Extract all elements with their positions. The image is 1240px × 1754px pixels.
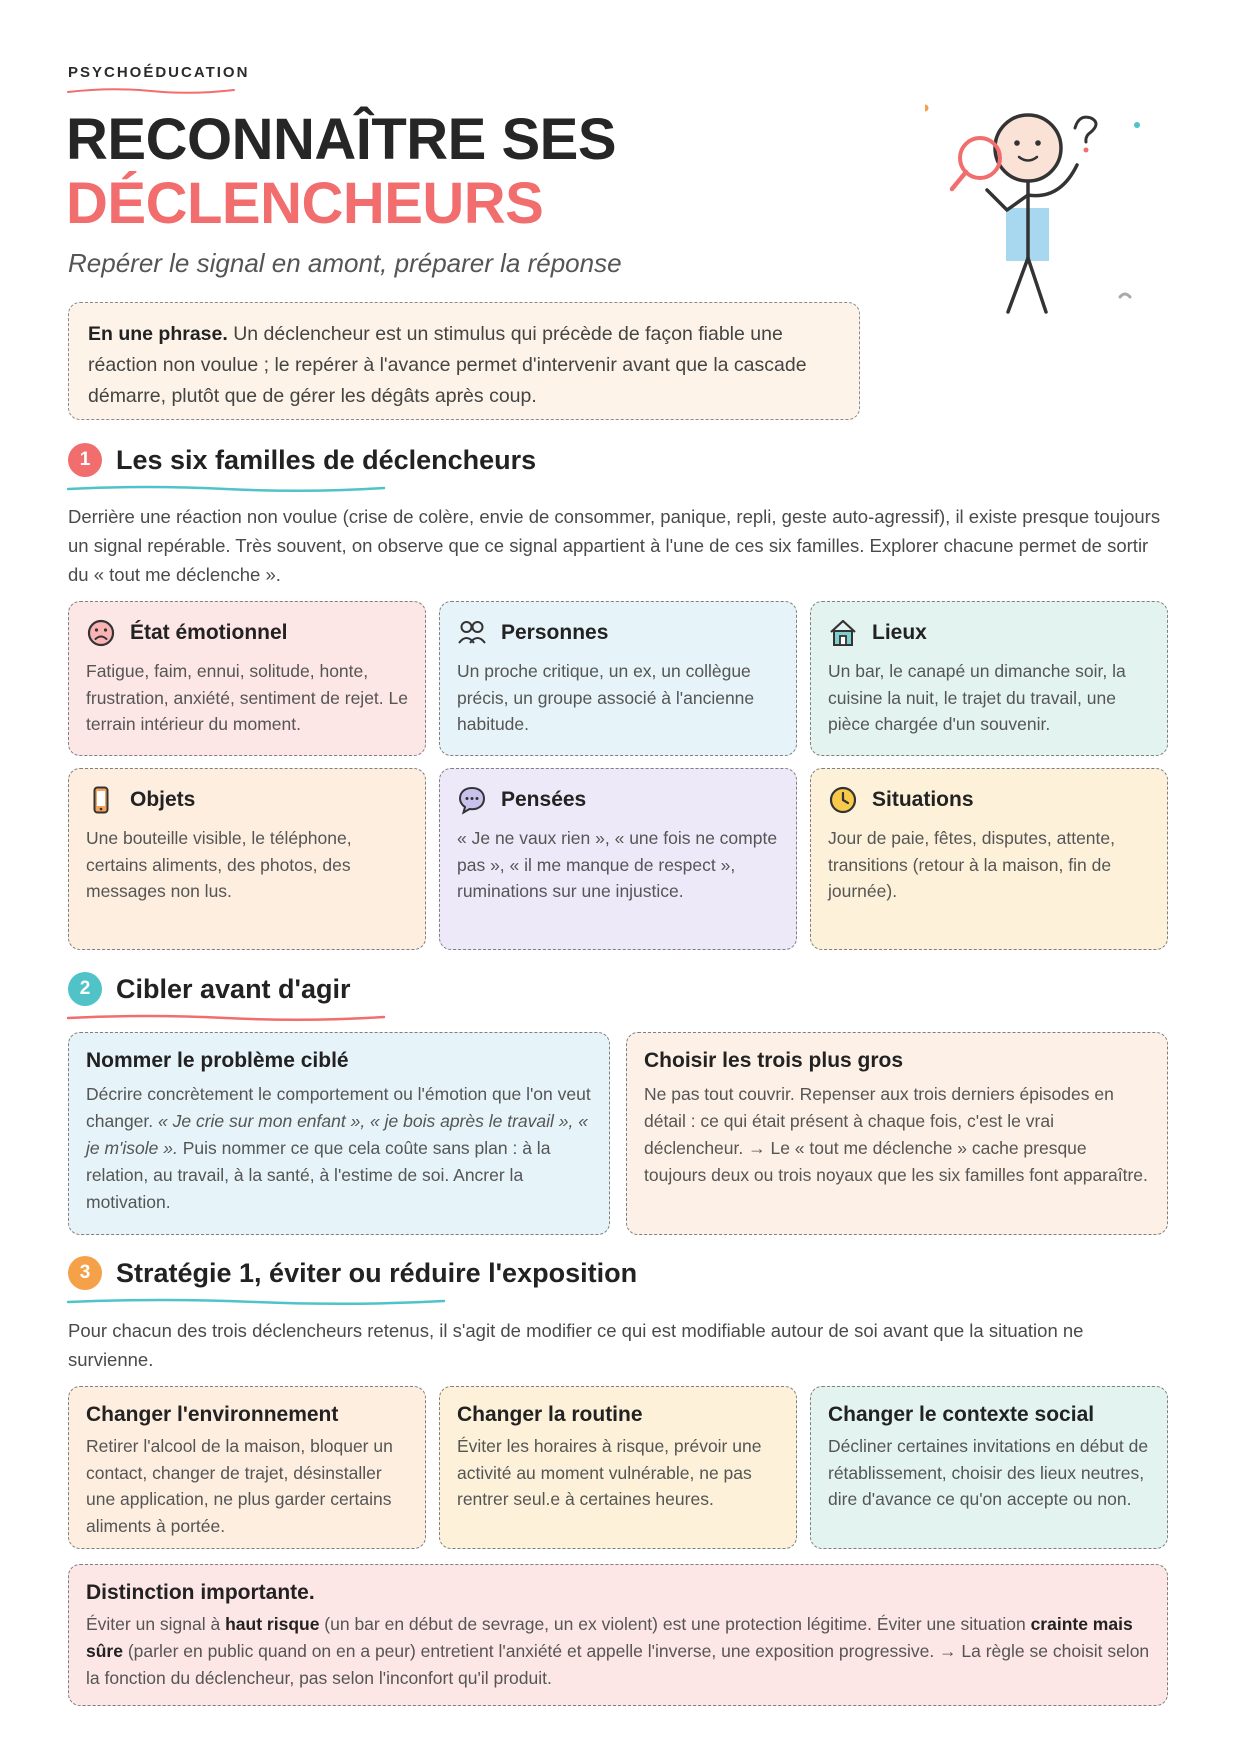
card-lieux [810,601,1168,756]
section-3-underline [66,1297,446,1307]
distinction-title: Distinction importante. [86,1581,315,1604]
speech-bubble-icon [457,785,487,815]
section-2-underline [66,1013,386,1023]
distinction-bold: haut risque [225,1614,320,1634]
section-3-badge: 3 [68,1256,102,1290]
section-2-header [68,972,350,1006]
summary-text: Un déclencheur est un stimulus qui précède de façon fiable une réaction non voulue ; le repérer à l'avance permet d'intervenir avant que la cascade démarre, plutôt que de gérer les dégâts après coup. [88,323,807,407]
house-icon [828,618,858,648]
card-title: Choisir les trois plus gros [644,1049,904,1072]
card-text: Décliner certaines invitations en début de rétablissement, choisir des lieux neutres, dire d'avance ce qu'on accepte ou non. [828,1436,1149,1509]
card-etat-emotionnel [68,601,426,756]
kicker-underline [66,86,236,96]
card-title: Changer le contexte social [828,1403,1095,1426]
card-objets [68,768,426,950]
card-changer-environnement [68,1386,426,1549]
card-trois-plus-gros [626,1032,1168,1235]
summary-box [68,302,860,420]
title-line-2: DÉCLENCHEURS [66,171,544,236]
card-text-part: Décrire concrètement le comportement ou l'émotion que l'on veut changer. [86,1084,591,1131]
card-title: Nommer le problème ciblé [86,1049,349,1072]
card-pensees [439,768,797,950]
page-subtitle: Repérer le signal en amont, préparer la réponse [68,248,622,278]
card-text: Fatigue, faim, ennui, solitude, honte, frustration, anxiété, sentiment de rejet. Le terrain intérieur du moment. [86,661,408,734]
card-title: Situations [872,788,974,811]
sad-face-icon [86,618,116,648]
distinction-text [86,1611,1150,1692]
section-1-title: Les six familles de déclencheurs [116,444,537,475]
distinction-text-part: Éviter un signal à [86,1614,226,1634]
section-3-title: Stratégie 1, éviter ou réduire l'exposition [116,1257,638,1288]
card-title: Changer l'environnement [86,1403,339,1426]
card-text: « Je ne vaux rien », « une fois ne compte pas », « il me manque de respect », ruminations sur une injustice. [457,828,778,901]
card-text-part: Puis nommer ce que cela coûte sans plan : à la relation, au travail, à la santé, à l'estime de soi. Ancrer la motivation. [86,1138,551,1212]
card-text: Retirer l'alcool de la maison, bloquer un contact, changer de trajet, désinstaller une application, ne plus garder certains aliments à portée. [86,1436,393,1536]
distinction-text-part: (un bar en début de sevrage, un ex violent) est une protection légitime. Éviter une situation [319,1614,1031,1634]
section-3-intro: Pour chacun des trois déclencheurs retenus, il s'agit de modifier ce qui est modifiable autour de soi avant que la situation ne survienne. [68,1320,1084,1370]
card-nommer-probleme [68,1032,610,1235]
clock-icon [828,785,858,815]
kicker-label: PSYCHOÉDUCATION [68,64,250,81]
card-changer-contexte-social [810,1386,1168,1549]
card-text: Un proche critique, un ex, un collègue précis, un groupe associé à l'ancienne habitude. [457,661,755,734]
card-title: Changer la routine [457,1403,643,1426]
section-1-intro: Derrière une réaction non voulue (crise de colère, envie de consommer, panique, repli, geste auto-agressif), il existe presque toujours un signal repérable. Très souvent, on observe que ce signal appartient à l'une de ces six familles. Explorer chacune permet de sortir du « tout me déclenche ». [68,506,1161,585]
distinction-box [68,1564,1168,1706]
card-text: Jour de paie, fêtes, disputes, attente, transitions (retour à la maison, fin de journée). [828,828,1115,901]
section-3-header [68,1256,637,1290]
distinction-text-part: (parler en public quand on en a peur) entretient l'anxiété et appelle l'inverse, une exposition progressive. → La règle se choisit selon la fonction du déclencheur, pas selon l'inconfort qu'il produit. [86,1641,1150,1688]
card-title: Lieux [872,621,927,644]
phone-icon [86,785,116,815]
card-text: Éviter les horaires à risque, prévoir une activité au moment vulnérable, ne pas rentrer seul.e à certaines heures. [457,1436,762,1509]
card-situations [810,768,1168,950]
card-title: Personnes [501,621,609,644]
card-title: Objets [130,788,196,811]
card-title: Pensées [501,788,587,811]
card-text-quote: « Je crie sur mon enfant », « je bois après le travail », « je m'isole ». [86,1111,588,1158]
section-1-header [68,443,536,477]
card-text: Ne pas tout couvrir. Repenser aux trois derniers épisodes en détail : ce qui était présent à chaque fois, c'est le vrai déclencheur. → Le « tout me déclenche » cache presque toujours deux ou trois noyaux que les six familles font apparaître. [644,1084,1148,1185]
people-icon [457,618,487,648]
card-text: Une bouteille visible, le téléphone, certains aliments, des photos, des messages non lus. [86,828,352,901]
section-2-badge: 2 [68,972,102,1006]
card-text: Un bar, le canapé un dimanche soir, la cuisine la nuit, le trajet du travail, une pièce chargée d'un souvenir. [828,661,1126,734]
section-1-badge: 1 [68,443,102,477]
card-text [86,1081,592,1216]
summary-lead: En une phrase. [88,323,228,345]
distinction-bold: crainte mais sûre [86,1614,1133,1661]
section-2-title: Cibler avant d'agir [116,973,351,1004]
stick-figure-magnifier-illustration [925,100,1155,330]
card-personnes [439,601,797,756]
title-line-1: RECONNAÎTRE SES [66,107,617,172]
section-1-underline [66,484,386,494]
card-title: État émotionnel [130,621,288,644]
page-title [66,108,616,236]
card-changer-routine [439,1386,797,1549]
